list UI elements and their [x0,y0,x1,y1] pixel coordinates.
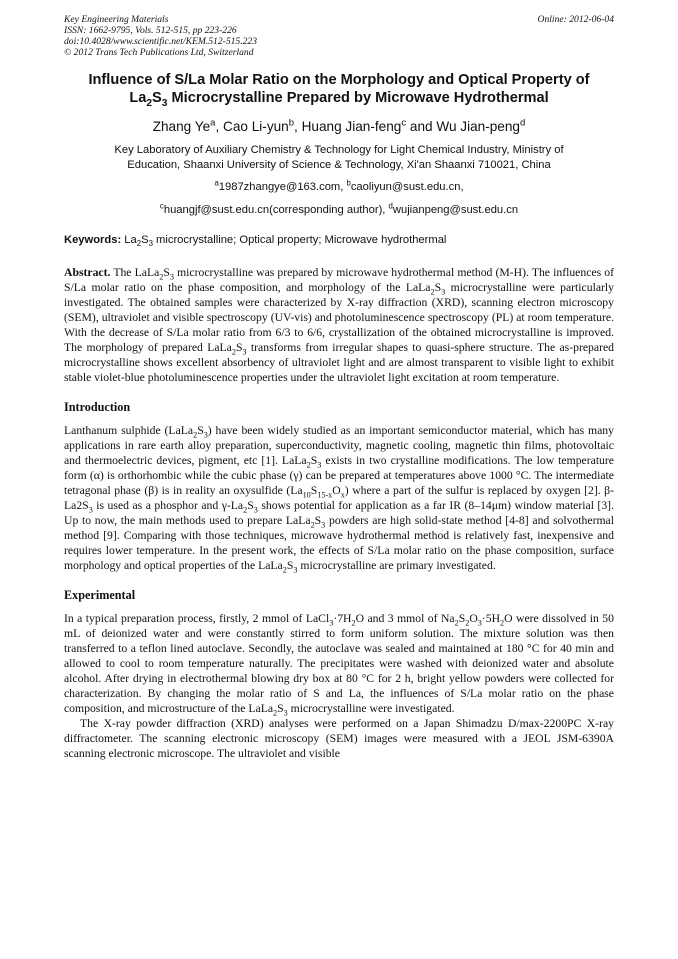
intro-text: ) where a part of the sulfur is replaced by oxygen [2]. β-La [64,484,614,512]
intro-text: microcrystalline are primary investigated. [297,559,496,572]
email-mark: d [388,201,393,211]
author-mark: b [288,117,295,129]
online-date: Online: 2012-06-04 [537,14,614,25]
keywords-text: La [121,234,137,246]
formula: $La_2S_3$ [180,424,208,440]
title-rest: Microcrystalline Prepared by Microwave Hydrothermal [167,90,549,106]
title-s: S [152,90,162,106]
section-heading-experimental: Experimental [64,588,136,602]
author-list [64,118,614,135]
exp-text: O and 3 mmol of Na [355,612,455,625]
abstract [64,265,614,385]
exp-sub: 3 [329,618,334,628]
formula: $La_2S_3$ [146,266,174,282]
keywords-text: microcrystalline; Optical property; Microwave hydrothermal [152,234,447,246]
doi-line: doi:10.4028/www.scientific.net/KEM.512-515.223 [64,36,258,47]
exp-sub: 2 [465,618,470,628]
keywords-sub: 2 [136,239,142,249]
author-name: , Huang Jian-feng [294,119,402,134]
exp-text: In a typical preparation process, firstly, 2 mmol of LaCl [64,612,330,625]
formula: $La_2S_3$ [298,514,326,530]
journal-header [64,14,614,58]
exp-sub: 2 [454,618,459,628]
author-name: and Wu Jian-peng [406,119,520,134]
affiliation-line: Education, Shaanxi University of Science & Technology, Xi'an Shaanxi 710021, China [127,159,551,171]
intro-text: Lanthanum sulphide (La [64,424,181,437]
keywords-sub: 3 [148,239,153,249]
intro-sub: x [340,490,345,500]
intro-text: S [310,484,318,497]
abstract-text: microcrystalline were particularly investigated. The obtained samples were characterized by X-ray diffraction (XRD), scanning electron microscopy (SEM), ultraviolet and visible spectroscopy (UV-vis) and photoluminescence spectroscopy (PL) at room temperature. With the decrease of S/La molar ratio from 6/3 to 6/6, crystallization of the obtained microcrystalline is improved. The morphology of prepared La [64,281,615,354]
exp-text: O were dissolved in 50 mL of deionized water and were constantly stirred to form uniform solution. The mixture solution was then transferred to a teflon lined autoclave. Secondly, the autoclave was sealed and maintained at 180 °C for 40 min and allowed to cool to room temperature naturally. The precipitates were washed with deionized water and absolute alcohol. After drying in electrothermal blowing dry box at 80 °C for 2 h, bright yellow powders were collected for characterization. By changing the molar ratio of S and La, the influences of S/La molar ratio on the phase composition, and microstructure of the La [64,612,614,715]
exp-text: ·5H [481,612,501,625]
exp-text: S [458,612,466,625]
abstract-text: microcrystalline was prepared by microwave hydrothermal method (M-H). The influences of S/La molar ratio on the phase composition, and morphology of the La [64,266,614,294]
email-address: huangjf@sust.edu.cn(corresponding author), [163,204,389,216]
title-line-2 [64,89,614,107]
title-sub: 2 [146,97,153,109]
title-line-1: Influence of S/La Molar Ratio on the Morphology and Optical Property of [88,72,590,88]
email-address: wujianpeng@sust.edu.cn [392,204,519,216]
exp-sub: 3 [477,618,482,628]
email-mark: a [214,178,219,188]
email-line-2 [64,203,614,218]
email-line-1 [64,180,614,195]
intro-text: is used as a phosphor and γ-La [92,499,244,512]
email-mark: b [346,178,351,188]
affiliation-line: Key Laboratory of Auxiliary Chemistry & Technology for Light Chemical Industry, Ministry of [114,144,564,156]
intro-text: shows potential for application as a far IR (8–14μm) window material [3]. Up to now, the main methods used to prepare La [64,499,614,527]
intro-text: ) have been widely studied as an important semiconductor material, which has many applications in rare earth alloy preparation, superconductivity, magnetic cooling, magnetic thin films, photovoltaic and thermoelectric devices, pigment, etc [1]. La [64,424,614,467]
author-mark: d [520,117,526,129]
title-la: La [129,90,147,106]
formula: $S_3$ [82,499,93,515]
exp-text: O [469,612,478,625]
issn-line: ISSN: 1662-9795, Vols. 512-515, pp 223-226 [64,25,237,36]
exp-sub: 2 [351,618,356,628]
formula: 2 [76,499,83,512]
intro-text: exists in two crystalline modifications. The low temperature form (α) is orthorhombic while the cubic phase (γ) can be prepared at temperatures above 1000 °C. The intermediate tetragonal phase (β) is in reality an oxysulfide (La [64,454,614,497]
exp-text: ·7H [333,612,352,625]
title-sub: 3 [161,97,168,109]
intro-text: O [332,484,341,497]
paper-title [64,71,614,107]
abstract-text: The La [110,266,147,279]
experimental-paragraph-2: The X-ray powder diffraction (XRD) analyses were performed on a Japan Shimadzu D/max-2200PC X-ray diffractometer. The scanning electronic microscopy (SEM) images were measured with a JEOL JSM-6390A scanning electronic microscope. The ultraviolet and visible [64,717,614,760]
paper-page [64,14,614,761]
formula: $La_2S_3$ [219,341,247,357]
copyright-line: © 2012 Trans Tech Publications Ltd, Switzerland [64,47,254,58]
author-name: , Cao Li-yun [215,119,289,134]
author-mark: c [401,117,407,129]
email-address: caoliyun@sust.edu.cn, [350,181,464,193]
keywords-text: S [141,234,149,246]
formula: $La_2S_3$ [418,281,446,297]
affiliation [64,143,614,173]
author-name: Zhang Ye [152,119,211,134]
keywords-label: Keywords: [64,234,122,246]
section-heading-introduction: Introduction [64,400,131,414]
abstract-text: transforms from irregular shapes to quasi-sphere structure. The as-prepared microcrystalline shows excellent absorbency of ultraviolet light and are almost transparent to visible light to exhibit stable violet-blue photoluminescence properties under the ultraviolet light excitation at room temperature. [64,341,615,384]
exp-sub: 2 [500,618,505,628]
formula: $La_2S_3$ [260,702,288,718]
experimental-paragraph-1 [64,611,614,716]
introduction-paragraph [64,423,614,573]
keywords [64,233,614,248]
intro-sub: 15-x [317,490,333,500]
author-mark: a [210,117,216,129]
email-mark: c [159,201,164,211]
exp-text: microcrystalline were investigated. [287,702,455,715]
intro-sub: 10 [302,490,311,500]
formula: $La_2S_3$ [270,559,298,575]
abstract-label: Abstract. [64,266,111,279]
journal-name: Key Engineering Materials [64,14,169,25]
intro-text: powders are high solid-state method [4-8] and solvothermal method [9]. Comparing with those techniques, microwave hydrothermal method is relatively fast, inexpensive and requires lower temperature. In the present work, the effects of S/La molar ratio on the phase composition, surface morphology and optical properties of the La [64,514,614,572]
email-address: 1987zhangye@163.com, [218,181,347,193]
formula: $_2S_3$ [243,499,258,515]
formula: $La_2S_3$ [294,454,322,470]
